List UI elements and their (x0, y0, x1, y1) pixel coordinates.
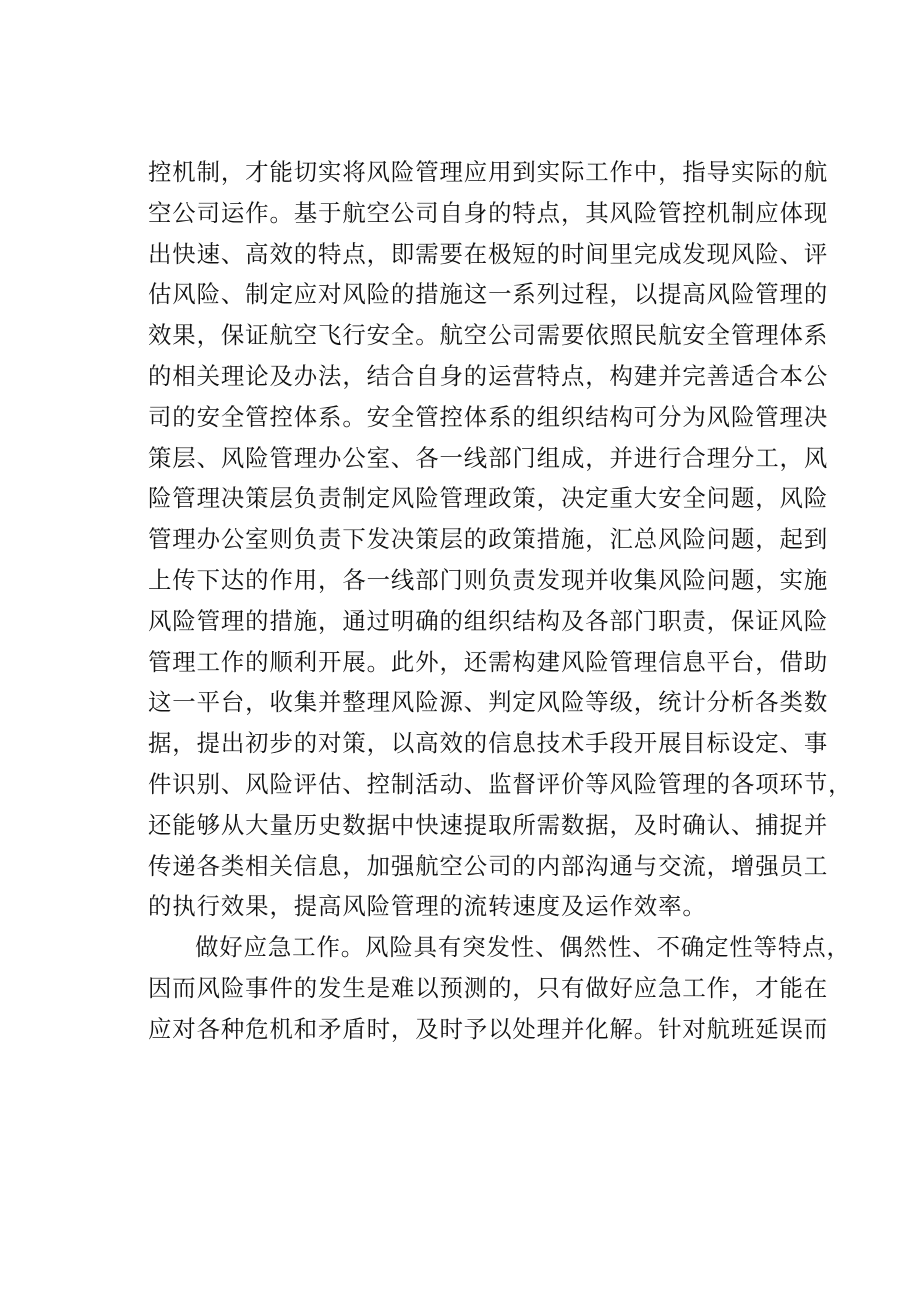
text-line: 应对各种危机和矛盾时，及时予以处理并化解。针对航班延误而 (148, 1014, 829, 1043)
text-line: 出快速、高效的特点，即需要在极短的时间里完成发现风险、评 (148, 239, 829, 268)
text-line: 风险管理的措施，通过明确的组织结构及各部门职责，保证风险 (148, 606, 829, 635)
text-line: 策层、风险管理办公室、各一线部门组成，并进行合理分工，风 (148, 443, 829, 472)
text-line: 管理工作的顺利开展。此外，还需构建风险管理信息平台，借助 (148, 647, 829, 676)
text-line: 这一平台，收集并整理风险源、判定风险等级，统计分析各类数 (148, 688, 829, 717)
text-line: 控机制，才能切实将风险管理应用到实际工作中，指导实际的航 (148, 158, 829, 186)
text-line: 管理办公室则负责下发决策层的政策措施，汇总风险问题，起到 (148, 525, 829, 554)
text-line: 估风险、制定应对风险的措施这一系列过程，以提高风险管理的 (148, 280, 829, 309)
text-line: 因而风险事件的发生是难以预测的，只有做好应急工作，才能在 (148, 973, 829, 1002)
text-line: 上传下达的作用，各一线部门则负责发现并收集风险问题，实施 (148, 565, 829, 594)
text-line: 还能够从大量历史数据中快速提取所需数据，及时确认、捕捉并 (148, 810, 829, 839)
paragraph-first-line: 做好应急工作。风险具有突发性、偶然性、不确定性等特点， (195, 933, 851, 962)
body-text (148, 152, 853, 1050)
text-line: 据，提出初步的对策，以高效的信息技术手段开展目标设定、事 (148, 729, 829, 758)
text-line: 司的安全管控体系。安全管控体系的组织结构可分为风险管理决 (148, 402, 829, 431)
text-line: 效果，保证航空飞行安全。航空公司需要依照民航安全管理体系 (148, 321, 829, 350)
text-line: 险管理决策层负责制定风险管理政策，决定重大安全问题，风险 (148, 484, 829, 513)
text-line: 件识别、风险评估、控制活动、监督评价等风险管理的各项环节， (148, 769, 853, 798)
text-line: 空公司运作。基于航空公司自身的特点，其风险管控机制应体现 (148, 198, 829, 227)
text-line: 传递各类相关信息，加强航空公司的内部沟通与交流，增强员工 (148, 851, 829, 880)
text-line: 的执行效果，提高风险管理的流转速度及运作效率。 (148, 892, 707, 921)
text-line: 的相关理论及办法，结合自身的运营特点，构建并完善适合本公 (148, 361, 829, 390)
